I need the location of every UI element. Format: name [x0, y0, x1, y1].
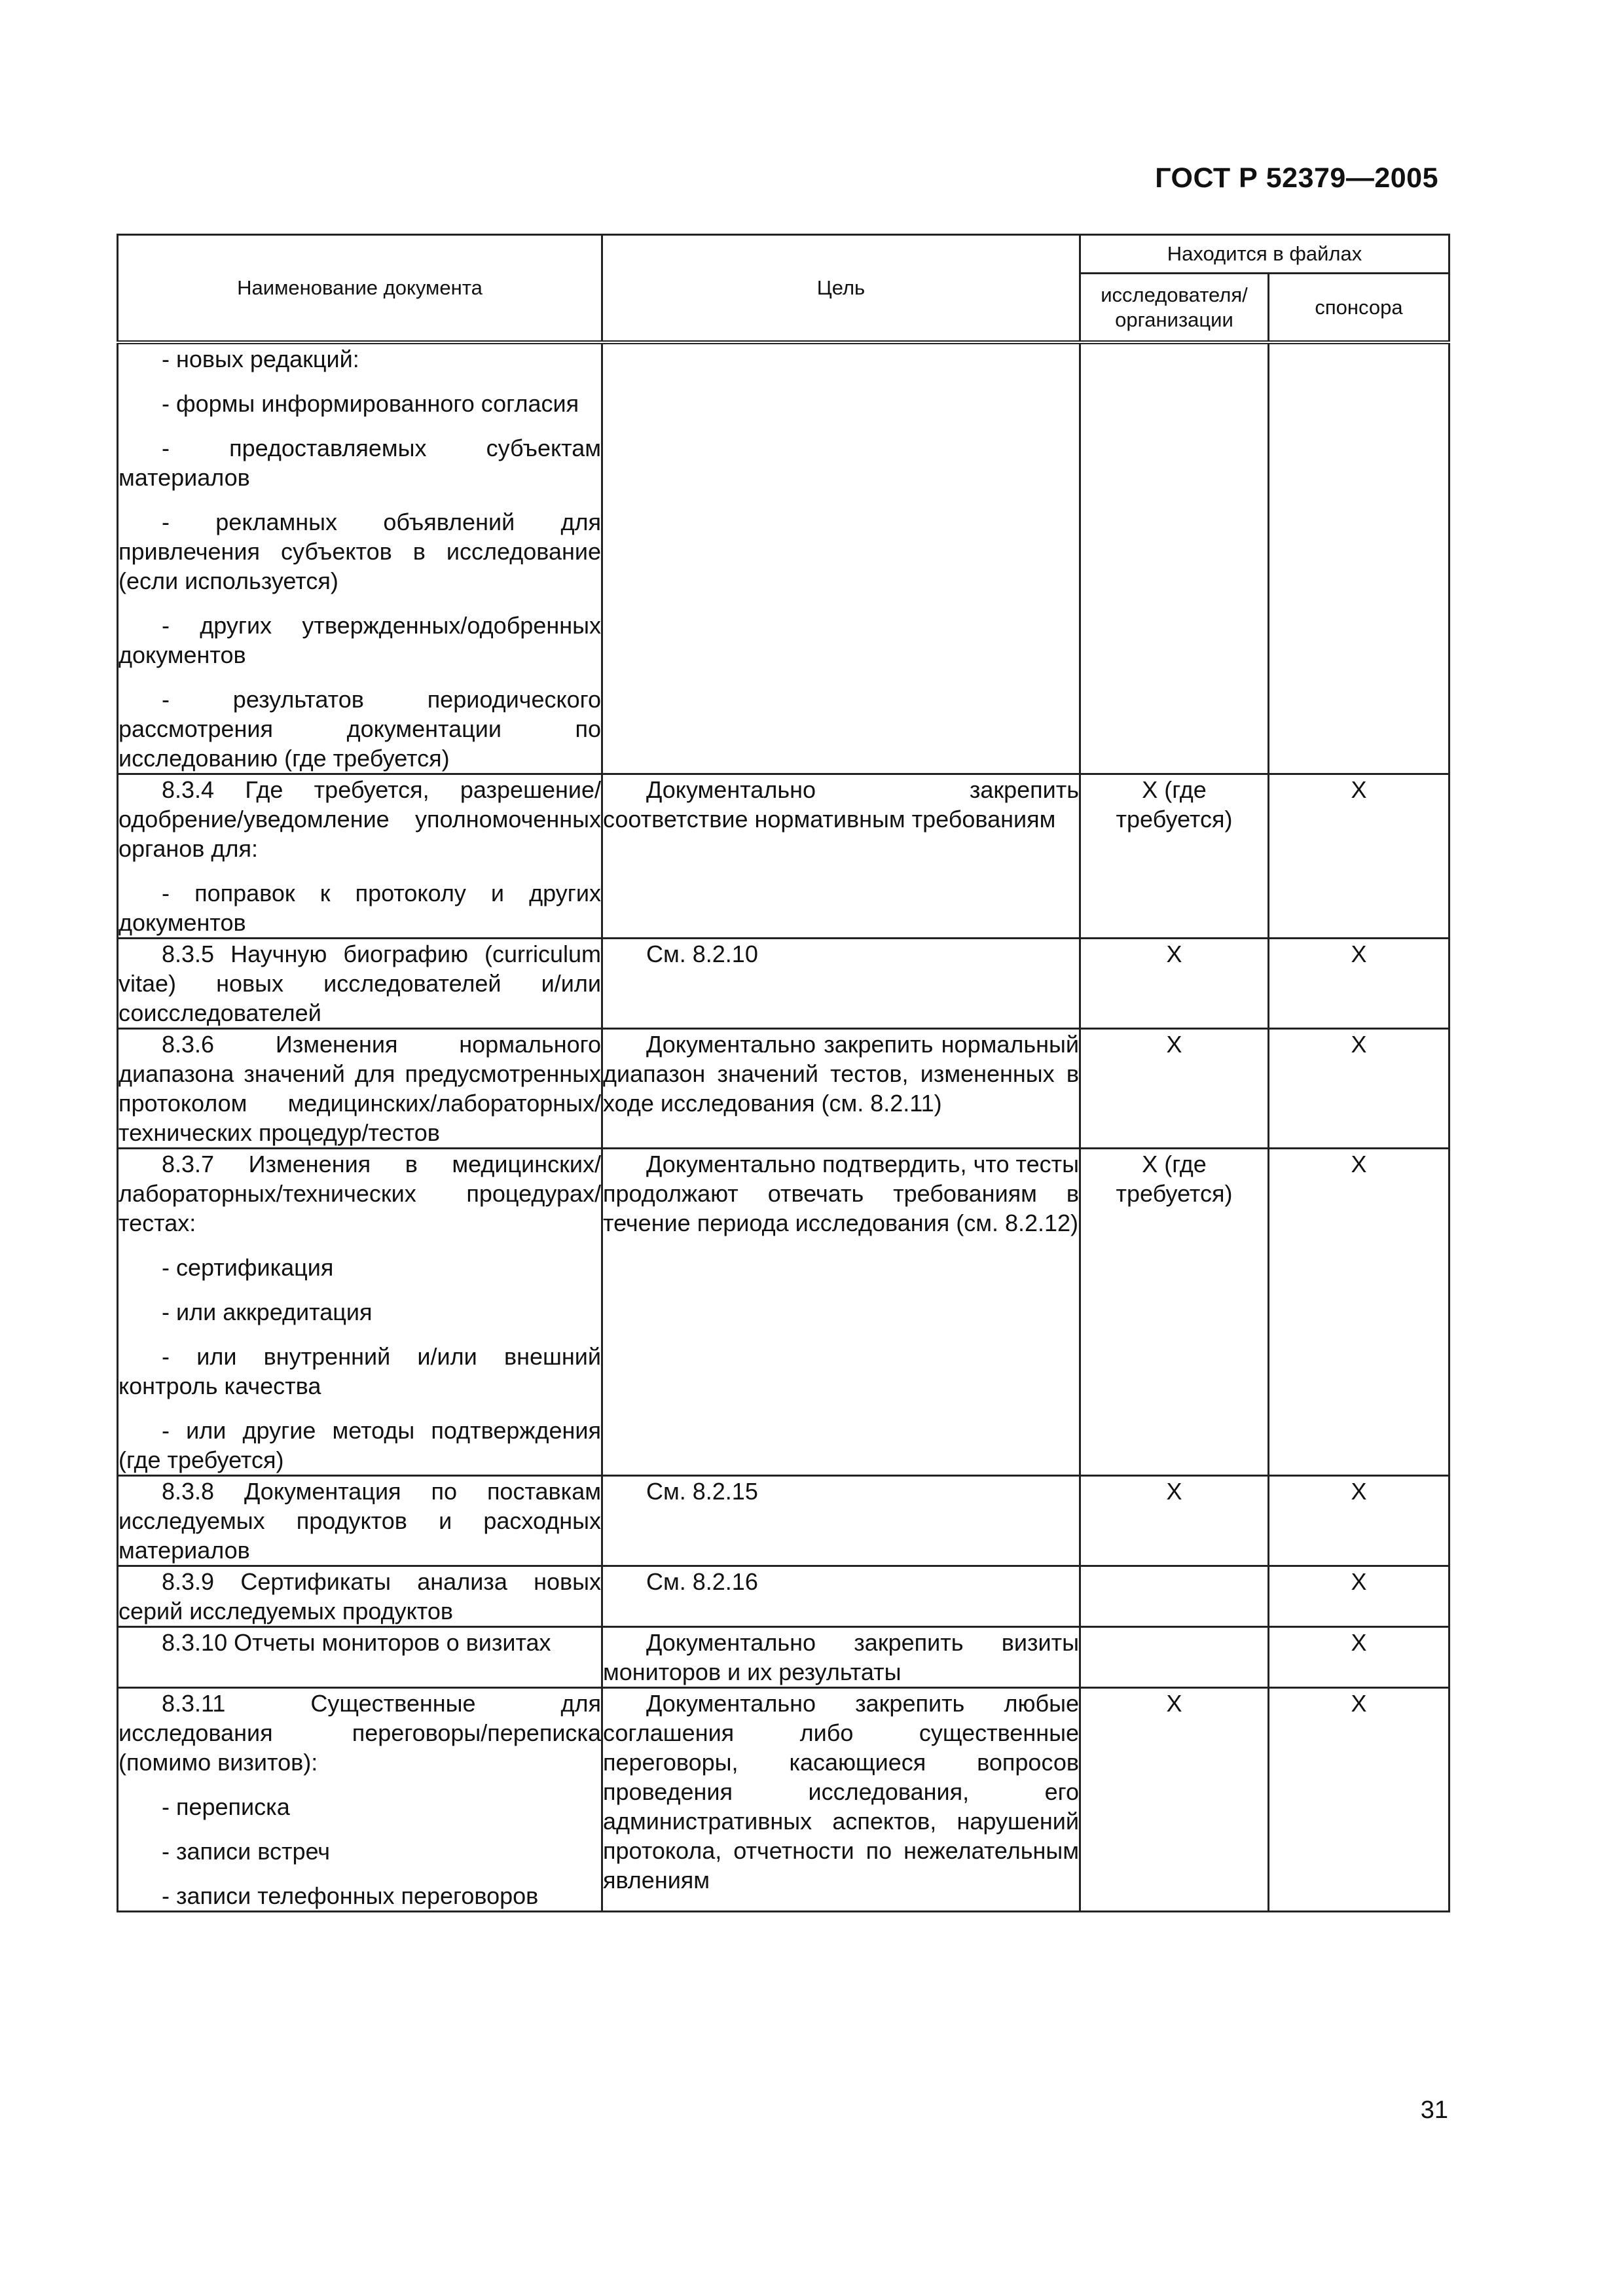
column-header-goal: Цель — [602, 235, 1080, 343]
cell-goal — [602, 1627, 1080, 1688]
cell-document-name — [118, 1476, 602, 1566]
cell-investigator-mark: Х (где требуется) — [1080, 1149, 1269, 1476]
document-name-line: - записи телефонных переговоров — [162, 1882, 539, 1909]
cell-investigator-mark — [1080, 1627, 1269, 1688]
table-row — [118, 1688, 1450, 1912]
document-name-line: 8.3.8 Документация по поставкам исследуемых продуктов и расходных материалов — [119, 1478, 601, 1564]
table-row — [118, 1627, 1450, 1688]
document-name-line: 8.3.11 Существенные для исследования переговоры/переписка (помимо визитов): — [119, 1690, 601, 1776]
cell-investigator-mark — [1080, 1566, 1269, 1627]
cell-sponsor-mark: Х — [1269, 774, 1450, 939]
document-name-line: - результатов периодического рассмотрения документации по исследованию (где требуется) — [119, 686, 601, 772]
goal-text: См. 8.2.16 — [646, 1568, 758, 1595]
goal-text: Документально закрепить соответствие нормативным требованиям — [603, 776, 1079, 833]
cell-goal — [602, 939, 1080, 1029]
document-name-line: - или внутренний и/или внешний контроль качества — [119, 1343, 601, 1399]
table-row — [118, 774, 1450, 939]
cell-goal — [602, 1688, 1080, 1912]
cell-document-name — [118, 1688, 602, 1912]
cell-goal — [602, 1149, 1080, 1476]
table-row — [118, 1476, 1450, 1566]
document-name-line: - записи встреч — [162, 1838, 331, 1865]
table-row — [118, 342, 1450, 774]
cell-sponsor-mark: Х — [1269, 1566, 1450, 1627]
document-name-line: - или аккредитация — [162, 1299, 373, 1325]
cell-document-name — [118, 1566, 602, 1627]
document-name-line: - поправок к протоколу и других документов — [119, 880, 601, 936]
document-name-line: 8.3.4 Где требуется, разрешение/одобрение/уведомление уполномоченных органов для: — [119, 776, 601, 862]
cell-sponsor-mark: Х — [1269, 1627, 1450, 1688]
cell-goal — [602, 1029, 1080, 1149]
cell-document-name — [118, 774, 602, 939]
goal-text: Документально закрепить любые соглашения либо существенные переговоры, касающиеся вопросов проведения исследования, его административных аспектов, нарушений протокола, отчетности по нежелательным явлениям — [603, 1690, 1079, 1893]
document-name-line: - новых редакций: — [162, 346, 359, 372]
cell-document-name — [118, 1627, 602, 1688]
document-name-line: 8.3.6 Изменения нормального диапазона значений для предусмотренных протоколом медицинских/лабораторных/технических процедур/тестов — [119, 1031, 601, 1146]
cell-investigator-mark: Х — [1080, 1029, 1269, 1149]
table-row — [118, 939, 1450, 1029]
cell-goal — [602, 1476, 1080, 1566]
table-body — [118, 342, 1450, 1912]
goal-text: Документально подтвердить, что тесты продолжают отвечать требованиям в течение периода исследования (см. 8.2.12) — [603, 1151, 1079, 1236]
goal-text: См. 8.2.15 — [646, 1478, 758, 1505]
document-name-line: 8.3.7 Изменения в медицинских/лабораторных/технических процедурах/тестах: — [119, 1151, 601, 1236]
document-name-line: - переписка — [162, 1793, 290, 1820]
goal-text: Документально закрепить визиты мониторов и их результаты — [603, 1629, 1079, 1685]
documents-table — [117, 234, 1450, 1912]
table-row — [118, 1149, 1450, 1476]
column-header-sponsor: спонсора — [1269, 274, 1450, 343]
document-name-line: - сертификация — [162, 1254, 334, 1281]
document-name-line: - рекламных объявлений для привлечения субъектов в исследование (если используется) — [119, 509, 601, 594]
goal-text: Документально закрепить нормальный диапазон значений тестов, измененных в ходе исследования (см. 8.2.11) — [603, 1031, 1079, 1117]
column-header-name: Наименование документа — [118, 235, 602, 343]
document-name-line: - других утвержденных/одобренных документов — [119, 612, 601, 668]
cell-sponsor-mark: Х — [1269, 939, 1450, 1029]
cell-investigator-mark: Х (где требуется) — [1080, 774, 1269, 939]
document-name-line: 8.3.9 Сертификаты анализа новых серий исследуемых продуктов — [119, 1568, 601, 1624]
cell-goal — [602, 1566, 1080, 1627]
cell-goal — [602, 342, 1080, 774]
table-header — [118, 235, 1450, 343]
document-name-line: - или другие методы подтверждения (где требуется) — [119, 1417, 601, 1473]
cell-sponsor-mark: Х — [1269, 1476, 1450, 1566]
document-code: ГОСТ Р 52379—2005 — [1155, 162, 1438, 194]
cell-document-name — [118, 1029, 602, 1149]
document-name-line: - предоставляемых субъектам материалов — [119, 435, 601, 491]
cell-investigator-mark — [1080, 342, 1269, 774]
cell-document-name — [118, 342, 602, 774]
cell-sponsor-mark: Х — [1269, 1149, 1450, 1476]
table-row — [118, 1566, 1450, 1627]
goal-text: См. 8.2.10 — [646, 941, 758, 967]
document-name-line: 8.3.5 Научную биографию (curriculum vitae) новых исследователей и/или соисследователей — [119, 941, 601, 1026]
cell-sponsor-mark: Х — [1269, 1688, 1450, 1912]
page-number: 31 — [1420, 2096, 1448, 2124]
cell-goal — [602, 774, 1080, 939]
cell-sponsor-mark — [1269, 342, 1450, 774]
document-name-line: 8.3.10 Отчеты мониторов о визитах — [162, 1629, 551, 1656]
document-name-line: - формы информированного согласия — [162, 390, 579, 417]
cell-sponsor-mark: Х — [1269, 1029, 1450, 1149]
column-header-files-group: Находится в файлах — [1080, 235, 1450, 274]
cell-document-name — [118, 1149, 602, 1476]
cell-document-name — [118, 939, 602, 1029]
cell-investigator-mark: Х — [1080, 1688, 1269, 1912]
cell-investigator-mark: Х — [1080, 1476, 1269, 1566]
column-header-investigator: исследователя/ организации — [1080, 274, 1269, 343]
table-row — [118, 1029, 1450, 1149]
cell-investigator-mark: Х — [1080, 939, 1269, 1029]
